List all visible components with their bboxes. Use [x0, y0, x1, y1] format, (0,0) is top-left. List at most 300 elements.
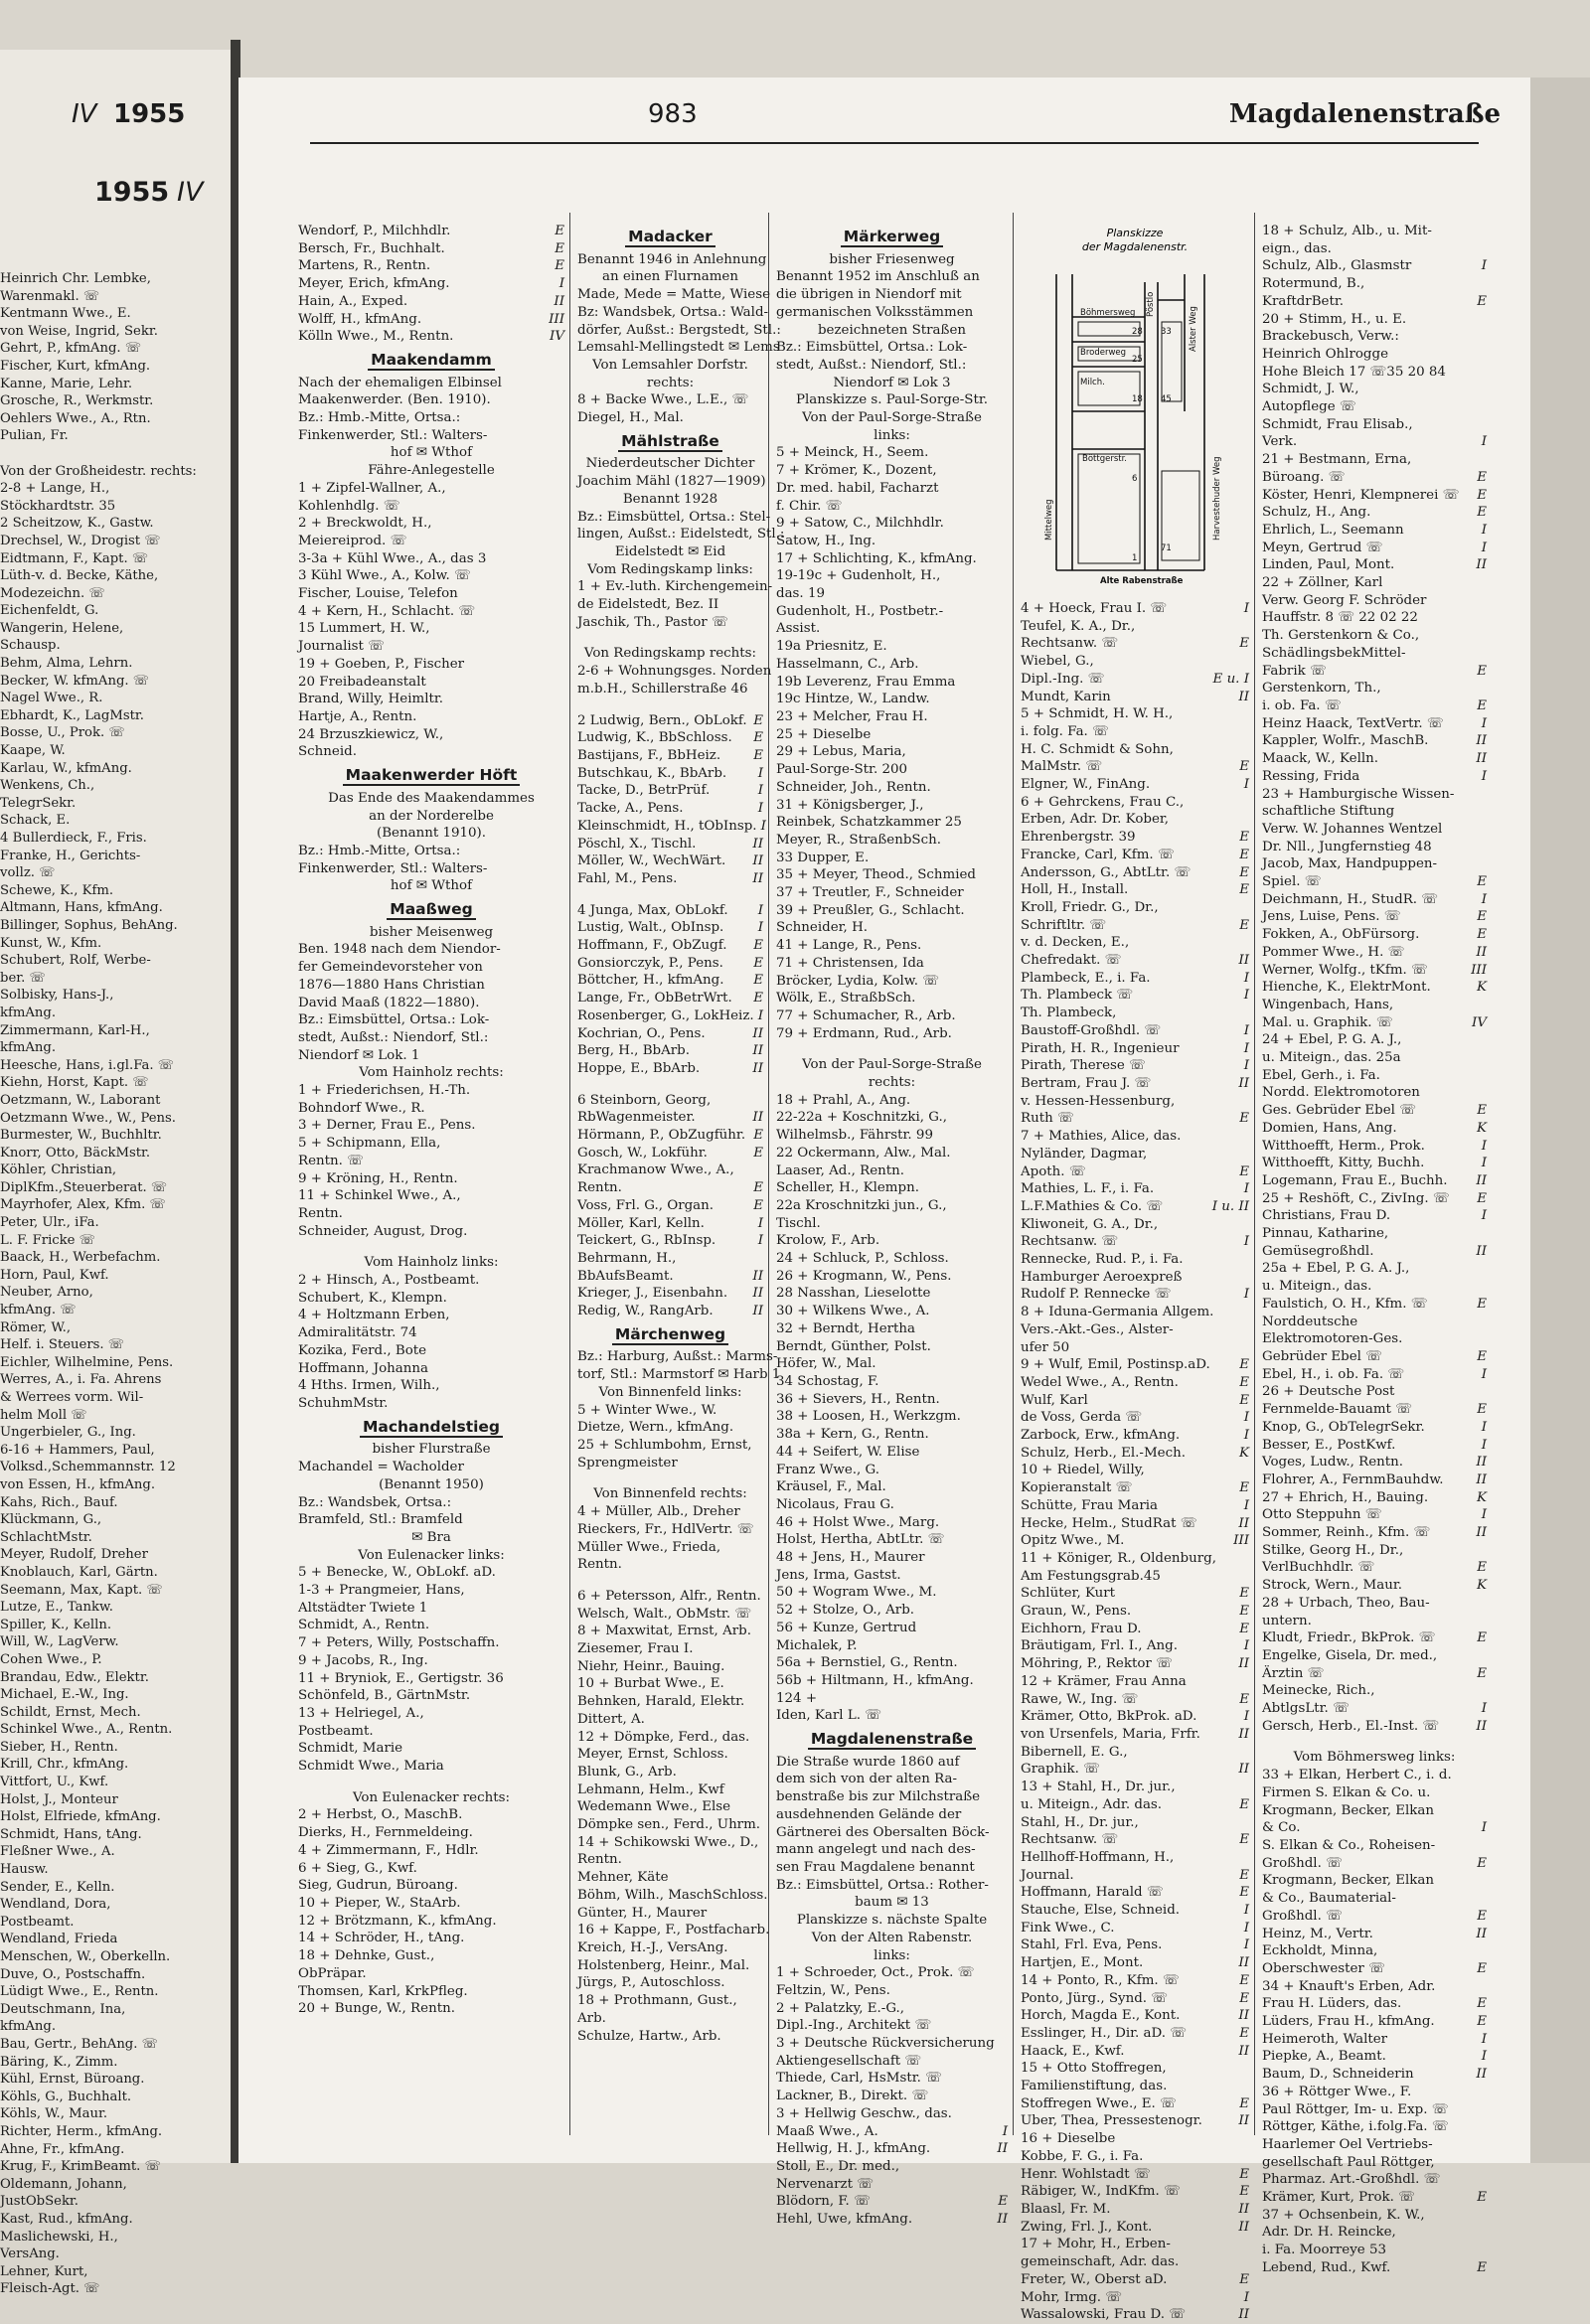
- entry-text: MalMstr. ☏: [1021, 759, 1103, 775]
- directory-entry: [1262, 1330, 1487, 1348]
- left-page-line: Lutze, E., Tankw.: [0, 1600, 113, 1616]
- entry-text: gesellschaft Paul Röttger,: [1262, 2154, 1435, 2170]
- entry-text: 22 Ockermann, Alw., Mal.: [776, 1145, 951, 1161]
- entry-text: Meyer, Erich, kfmAng.: [298, 276, 450, 292]
- directory-entry: [1262, 1613, 1487, 1630]
- entry-text: 37 + Ochsenbein, K. W.,: [1262, 2207, 1425, 2223]
- floor-marker: E: [1477, 487, 1487, 503]
- entry-text: Gonsiorczyk, P., Pens.: [577, 955, 723, 971]
- entry-text: 15 + Otto Stoffregen,: [1021, 2061, 1167, 2077]
- entry-text: Linden, Paul, Mont.: [1262, 557, 1395, 573]
- entry-text: Dipl.-Ing., Architekt ☏: [776, 2018, 932, 2034]
- entry-text: Mal. u. Graphik. ☏: [1262, 1014, 1393, 1030]
- left-page-line: Kunst, W., Kfm.: [0, 935, 102, 951]
- entry-text: Dittert, A.: [577, 1711, 645, 1727]
- directory-entry: [298, 1824, 564, 1842]
- directory-entry: [577, 1556, 763, 1574]
- svg-text:25: 25: [1132, 355, 1143, 365]
- directory-entry: [298, 1895, 564, 1913]
- entry-text: 41 + Lange, R., Pens.: [776, 938, 922, 954]
- directory-entry: [298, 1652, 564, 1670]
- left-page-line: L. F. Fricke ☏: [0, 1232, 96, 1248]
- section-note: bisher Flurstraße: [372, 1442, 491, 1458]
- entry-text: Tacke, A., Pens.: [577, 801, 684, 817]
- section-spacer: [776, 1042, 1008, 1056]
- directory-entry: [577, 509, 771, 527]
- floor-marker: II: [1238, 2113, 1249, 2129]
- left-page-line: helm Moll ☏: [0, 1407, 87, 1423]
- entry-text: Bramfeld, Stl.: Bramfeld: [298, 1512, 463, 1528]
- floor-marker: I: [1481, 2049, 1487, 2065]
- entry-text: Dietze, Wern., kfmAng.: [577, 1420, 734, 1436]
- directory-entry: [577, 852, 763, 870]
- directory-entry: [577, 937, 763, 955]
- floor-marker: II: [1476, 557, 1487, 573]
- entry-text: 1 + Ev.-luth. Kirchengemein-: [577, 579, 773, 595]
- entry-text: Vers.-Akt.-Ges., Alster-: [1021, 1321, 1174, 1337]
- entry-text: 18 + Schulz, Alb., u. Mit-: [1262, 224, 1432, 238]
- floor-marker: K: [1476, 980, 1487, 996]
- entry-text: Lüders, Frau H., kfmAng.: [1262, 2014, 1435, 2030]
- entry-text: Behrmann, H.,: [577, 1250, 677, 1266]
- directory-entry: [298, 1170, 564, 1188]
- directory-entry: [1262, 645, 1487, 663]
- directory-entry: [776, 1179, 1008, 1197]
- entry-text: Erben, Adr. Dr. Kober,: [1021, 812, 1170, 828]
- entry-text: Bertram, Frau J. ☏: [1021, 1075, 1152, 1091]
- directory-entry: [298, 603, 564, 621]
- left-page-line: Mayrhofer, Alex, Kfm. ☏: [0, 1197, 166, 1213]
- left-page-line: Grosche, R., Werkmstr.: [0, 393, 154, 409]
- directory-entry: [1262, 1647, 1487, 1665]
- left-page-line: Pulian, Fr.: [0, 428, 69, 444]
- directory-entry: [1021, 1761, 1249, 1779]
- section-spacer: [577, 1472, 763, 1485]
- left-page-line: Cohen Wwe., P.: [0, 1651, 102, 1667]
- floor-marker: I: [757, 1233, 763, 1249]
- directory-entry: [776, 286, 1008, 304]
- floor-marker: II: [1238, 2008, 1249, 2024]
- directory-entry: [298, 328, 564, 346]
- svg-text:33: 33: [1161, 327, 1172, 337]
- directory-entry: [298, 585, 564, 603]
- directory-entry: [1262, 1296, 1487, 1314]
- entry-text: gemeinschaft, Adr. das.: [1021, 2254, 1180, 2270]
- entry-text: mann angelegt und nach des-: [776, 1842, 976, 1858]
- section-spacer: [577, 698, 763, 712]
- entry-text: Andersson, G., AbtLtr. ☏: [1021, 864, 1192, 880]
- directory-entry: [1021, 1954, 1249, 1972]
- directory-entry: [776, 1690, 1008, 1708]
- street-heading-text: Maaßweg: [387, 900, 475, 920]
- directory-entry: [1262, 2259, 1487, 2277]
- directory-entry: [577, 1675, 763, 1693]
- directory-entry: [1262, 2242, 1487, 2259]
- floor-marker: E: [1477, 1190, 1487, 1206]
- section-note: Fähre-Anlegestelle: [368, 463, 495, 479]
- street-heading-text: Märchenweg: [612, 1325, 728, 1345]
- directory-entry: [577, 1711, 763, 1729]
- entry-text: 24 Brzuszkiewicz, W.,: [298, 726, 444, 742]
- entry-text: 22-22a + Koschnitzki, G.,: [776, 1110, 948, 1126]
- entry-text: 6 + Petersson, Alfr., Rentn.: [577, 1588, 761, 1604]
- entry-text: germanischen Volksstämmen: [776, 304, 974, 320]
- floor-marker: E: [753, 1197, 763, 1213]
- entry-text: Tischl.: [776, 1215, 821, 1231]
- directory-entry: [776, 814, 1008, 832]
- directory-entry: [298, 1290, 564, 1308]
- svg-text:Harvestehuder Weg: Harvestehuder Weg: [1212, 456, 1222, 541]
- directory-entry: [577, 1179, 763, 1197]
- directory-entry: [1021, 2060, 1249, 2078]
- svg-text:6: 6: [1132, 474, 1138, 484]
- entry-text: Otto Steppuhn ☏: [1262, 1507, 1382, 1523]
- floor-marker: E: [998, 2194, 1008, 2210]
- entry-text: Wedel Wwe., A., Rentn.: [1021, 1374, 1179, 1390]
- entry-text: Th. Plambeck,: [1021, 1006, 1117, 1021]
- directory-entry: [1262, 1278, 1487, 1296]
- left-page-line: Wenkens, Ch.,: [0, 778, 95, 794]
- entry-text: Pöschl, X., Tischl.: [577, 836, 697, 852]
- directory-entry: [1262, 2189, 1487, 2207]
- entry-text: Bräutigam, Frl. I., Ang.: [1021, 1638, 1178, 1654]
- page-header: [70, 99, 1501, 139]
- directory-entry: [577, 1640, 763, 1658]
- left-page-number: 1955: [94, 177, 170, 208]
- directory-entry: [1021, 970, 1249, 988]
- directory-entry: [577, 712, 763, 730]
- directory-entry: [1021, 1110, 1249, 1128]
- directory-entry: [577, 391, 763, 409]
- left-page-line: Will, W., LagVerw.: [0, 1634, 119, 1650]
- directory-entry: [1021, 1427, 1249, 1445]
- entry-text: das. 19: [776, 586, 825, 602]
- directory-entry: [1262, 1978, 1487, 1996]
- section-note: Von Eulenacker links:: [358, 1547, 505, 1563]
- section-note: Vom Hainholz rechts:: [359, 1065, 504, 1081]
- left-page: [0, 50, 233, 2297]
- floor-marker: II: [554, 293, 564, 309]
- directory-entry: [577, 1939, 763, 1957]
- floor-marker: I: [757, 783, 763, 799]
- directory-entry: [577, 1145, 763, 1162]
- directory-entry: [298, 409, 564, 427]
- entry-text: Haarlemer Oel Vertriebs-: [1262, 2136, 1433, 2152]
- entry-text: Gärtnerei des Obersalten Böck-: [776, 1824, 990, 1840]
- entry-text: Verw. W. Johannes Wentzel: [1262, 821, 1443, 837]
- floor-marker: E: [753, 938, 763, 954]
- entry-text: Krämer, Kurt, Prok. ☏: [1262, 2190, 1415, 2206]
- entry-text: Gersch, Herb., El.-Inst. ☏: [1262, 1718, 1440, 1734]
- floor-marker: E: [1239, 2095, 1249, 2111]
- entry-text: Schmidt, Marie: [298, 1741, 403, 1757]
- entry-text: 16 + Dieselbe: [1021, 2131, 1116, 2147]
- entry-text: Adr. Dr. H. Reincke,: [1262, 2225, 1396, 2241]
- section-note: Benannt 1928: [622, 491, 718, 507]
- directory-entry: [776, 797, 1008, 815]
- left-page-line: 6-16 + Hammers, Paul,: [0, 1442, 155, 1458]
- floor-marker: I: [760, 818, 766, 834]
- entry-text: Blaasl, Fr. M.: [1021, 2201, 1111, 2217]
- entry-text: Kliwoneit, G. A., Dr.,: [1021, 1216, 1159, 1232]
- directory-entry: [298, 1913, 564, 1931]
- directory-entry: [1262, 1014, 1487, 1032]
- left-page-line: JustObSekr.: [0, 2194, 79, 2210]
- entry-text: 6 Steinborn, Georg,: [577, 1092, 712, 1108]
- entry-text: Ressing, Frida: [1262, 768, 1360, 784]
- directory-entry: [776, 462, 1008, 480]
- directory-entry: [577, 1025, 763, 1043]
- entry-text: 56a + Bernstiel, G., Rentn.: [776, 1655, 958, 1671]
- directory-entry: [1262, 1629, 1487, 1647]
- entry-text: KraftdrBetr.: [1262, 293, 1345, 309]
- directory-entry: [577, 972, 763, 990]
- floor-marker: E: [1239, 1374, 1249, 1390]
- section-note: Vom Redingskamp links:: [587, 561, 753, 577]
- directory-entry: [1262, 540, 1487, 557]
- directory-entry: [1021, 1163, 1249, 1181]
- floor-marker: II: [1476, 1472, 1487, 1487]
- entry-text: Hartjen, E., Mont.: [1021, 1955, 1144, 1971]
- directory-entry: [298, 1670, 564, 1688]
- directory-entry: [1021, 881, 1249, 899]
- entry-text: 2 + Herbst, O., MaschB.: [298, 1807, 463, 1823]
- floor-marker: E: [1239, 1357, 1249, 1373]
- entry-text: Hehl, Uwe, kfmAng.: [776, 2212, 913, 2228]
- entry-text: 2 + Hinsch, A., Postbeamt.: [298, 1273, 480, 1289]
- svg-text:Böttgerstr.: Böttgerstr.: [1082, 454, 1127, 464]
- directory-entry: [298, 1342, 564, 1360]
- entry-text: Wiebel, G.,: [1021, 654, 1094, 670]
- left-page-line: Franke, H., Gerichts-: [0, 848, 141, 863]
- directory-entry: [1262, 1926, 1487, 1943]
- left-page-line: Schausp.: [0, 638, 61, 654]
- directory-entry: [1262, 1190, 1487, 1208]
- entry-text: Pirath, H. R., Ingenieur: [1021, 1040, 1180, 1056]
- directory-entry: [1262, 1454, 1487, 1472]
- street-heading-text: Märkerweg: [841, 228, 944, 247]
- floor-marker: II: [752, 1043, 763, 1059]
- entry-text: & Co., Baumaterial-: [1262, 1891, 1396, 1907]
- entry-text: Plambeck, E., i. Fa.: [1021, 970, 1151, 986]
- entry-text: Freter, W., Oberst aD.: [1021, 2271, 1168, 2287]
- entry-text: Esslinger, H., Dir. aD. ☏: [1021, 2025, 1188, 2041]
- entry-text: Gudenholt, H., Postbetr.-: [776, 603, 944, 619]
- entry-text: 79 + Erdmann, Rud., Arb.: [776, 1025, 952, 1041]
- left-page-line: Holst, J., Monteur: [0, 1791, 118, 1807]
- directory-column-2: [577, 223, 785, 2045]
- entry-text: 18 + Prahl, A., Ang.: [776, 1092, 911, 1108]
- directory-entry: [1021, 1479, 1249, 1497]
- directory-entry: [298, 941, 564, 959]
- directory-entry: [1262, 627, 1487, 645]
- directory-entry: [577, 1922, 770, 1939]
- directory-entry: [1021, 1057, 1249, 1075]
- directory-entry: [776, 2193, 1008, 2211]
- entry-text: Meyer, R., StraßenbSch.: [776, 832, 941, 848]
- entry-text: dörfer, Außst.: Bergstedt, Stl.:: [577, 322, 781, 338]
- left-page-line: Neuber, Arno,: [0, 1285, 93, 1301]
- left-page-line: Kanne, Marie, Lehr.: [0, 376, 133, 391]
- section-note: Von Redingskamp rechts:: [583, 646, 757, 662]
- entry-text: Höfer, W., Mal.: [776, 1356, 876, 1372]
- directory-entry: [1021, 1075, 1249, 1093]
- entry-text: benstraße bis zur Milchstraße: [776, 1789, 981, 1805]
- directory-entry: [776, 1285, 1008, 1303]
- floor-marker: II: [1476, 944, 1487, 960]
- entry-text: Schulz, Alb., Glasmstr: [1262, 258, 1412, 274]
- directory-entry: [776, 1092, 1008, 1110]
- left-page-line: Oldemann, Johann,: [0, 2176, 127, 2192]
- directory-entry: [577, 1869, 763, 1887]
- directory-entry: [577, 1127, 763, 1145]
- floor-marker: K: [1476, 1489, 1487, 1505]
- section-spacer: [577, 1078, 763, 1092]
- entry-text: Nicolaus, Frau G.: [776, 1496, 894, 1512]
- entry-text: 14 + Schröder, H., tAng.: [298, 1931, 465, 1946]
- floor-marker: E: [1239, 847, 1249, 862]
- directory-entry: [1262, 275, 1487, 293]
- entry-text: 26 + Deutsche Post: [1262, 1384, 1395, 1400]
- svg-text:Milch.: Milch.: [1080, 378, 1105, 387]
- directory-entry: [776, 691, 1008, 708]
- column-divider: [1013, 213, 1014, 2135]
- directory-entry: [1262, 663, 1487, 681]
- left-page-line: Eidtmann, F., Kapt. ☏: [0, 550, 149, 566]
- directory-entry: [1262, 1437, 1487, 1455]
- left-page-line: Spiller, K., Kelln.: [0, 1617, 112, 1632]
- directory-entry: [1021, 794, 1249, 812]
- directory-entry: [1262, 2031, 1487, 2049]
- entry-text: die übrigen in Niendorf mit: [776, 287, 962, 303]
- entry-text: Gosch, W., Lokführ.: [577, 1145, 708, 1161]
- entry-text: Assist.: [776, 621, 821, 637]
- entry-text: Mundt, Karin: [1021, 689, 1111, 704]
- entry-text: Blunk, G., Arb.: [577, 1764, 677, 1780]
- entry-text: Röttger, Käthe, i.folg.Fa. ☏: [1262, 2119, 1449, 2135]
- entry-text: Nervenarzt ☏: [776, 2176, 874, 2192]
- entry-text: Meyer, Ernst, Schloss.: [577, 1747, 728, 1763]
- entry-text: Bz.: Hmb.-Mitte, Ortsa.:: [298, 843, 461, 858]
- map-caption-2: der Magdalenenstr.: [1081, 240, 1189, 253]
- directory-entry: [1262, 433, 1487, 451]
- section-note: Von Lemsahler Dorfstr.: [592, 357, 748, 373]
- entry-text: Heinrich Ohlrogge: [1262, 346, 1388, 362]
- left-page-line: Schack, E.: [0, 813, 71, 829]
- entry-text: Flohrer, A., FernmBauhdw.: [1262, 1472, 1444, 1487]
- entry-text: Eichhorn, Frau D.: [1021, 1621, 1142, 1636]
- entry-text: Iden, Karl L. ☏: [776, 1708, 882, 1724]
- directory-entry: [577, 729, 763, 747]
- entry-text: 124 +: [776, 1690, 818, 1706]
- entry-text: Die Straße wurde 1860 auf: [776, 1754, 960, 1770]
- directory-entry: [1021, 1637, 1249, 1655]
- left-page-line: [0, 445, 225, 463]
- directory-entry: [776, 1007, 1008, 1025]
- entry-text: Autopflege ☏: [1262, 399, 1356, 415]
- entry-text: Altstädter Twiete 1: [298, 1600, 428, 1616]
- svg-text:18: 18: [1132, 394, 1143, 404]
- directory-entry: [1262, 1819, 1487, 1837]
- left-page-line: Duve, O., Postschaffn.: [0, 1966, 146, 1982]
- directory-entry: [298, 293, 564, 311]
- floor-marker: E: [1477, 1349, 1487, 1364]
- entry-text: Haack, E., Kwf.: [1021, 2043, 1125, 2059]
- entry-text: stedt, Außst.: Niendorf, Stl.:: [298, 1029, 489, 1045]
- directory-entry: [577, 1992, 763, 2010]
- directory-entry: [1262, 2048, 1487, 2066]
- directory-entry: [776, 2211, 1008, 2229]
- directory-entry: [776, 1707, 1008, 1725]
- left-page-line: Nagel Wwe., R.: [0, 691, 103, 706]
- street-heading-text: Magdalenenstraße: [808, 1730, 976, 1750]
- entry-text: Rentn.: [577, 1180, 622, 1196]
- svg-text:Alster Weg: Alster Weg: [1189, 306, 1198, 352]
- section-note: rechts:: [646, 375, 695, 390]
- left-page-line: Fischer, Kurt, kfmAng.: [0, 358, 151, 374]
- directory-entry: [577, 251, 767, 269]
- entry-text: 3 + Deutsche Rückversicherung: [776, 2036, 995, 2052]
- entry-text: Schmidt, J. W.,: [1262, 382, 1359, 397]
- left-page-line: Modezeichn. ☏: [0, 585, 105, 601]
- entry-text: Knop, G., ObTelegrSekr.: [1262, 1419, 1425, 1435]
- entry-text: Thiede, Carl, HsMstr. ☏: [776, 2071, 942, 2087]
- directory-entry: [1021, 1180, 1249, 1198]
- left-page-line: Richter, Herm., kfmAng.: [0, 2123, 163, 2139]
- entry-text: 19-19c + Gudenholt, H.,: [776, 568, 941, 584]
- entry-text: Bz.: Eimsbüttel, Ortsa.: Stel-: [577, 509, 771, 525]
- left-page-line: von Weise, Ingrid, Sekr.: [0, 323, 158, 339]
- directory-entry: [1262, 2084, 1487, 2101]
- directory-entry: [1262, 1542, 1487, 1560]
- entry-text: 1 + Zipfel-Wallner, A.,: [298, 480, 446, 496]
- entry-text: 20 Freibadeanstalt: [298, 674, 426, 690]
- directory-entry: [776, 1232, 1008, 1250]
- directory-entry: [1262, 962, 1487, 980]
- left-page-line: Peter, Ulr., iFa.: [0, 1215, 99, 1231]
- entry-text: Böhm, Wilh., MaschSchloss.: [577, 1887, 768, 1903]
- directory-entry: [1262, 944, 1487, 962]
- directory-entry: [298, 1965, 564, 1983]
- floor-marker: II: [1476, 1243, 1487, 1259]
- floor-marker: I: [1481, 1437, 1487, 1453]
- directory-entry: [298, 1029, 564, 1047]
- directory-entry: [577, 1606, 763, 1624]
- floor-marker: I: [1243, 970, 1249, 986]
- directory-entry: [1021, 1691, 1249, 1709]
- entry-text: Verw. Georg F. Schröder: [1262, 592, 1427, 608]
- entry-text: Ehrlich, L., Seemann: [1262, 522, 1404, 538]
- entry-text: RbWagenmeister.: [577, 1110, 696, 1126]
- entry-text: Rudolf P. Rennecke ☏: [1021, 1287, 1172, 1303]
- directory-entry: [1262, 609, 1487, 627]
- directory-entry: [1021, 1392, 1249, 1410]
- directory-entry: [1262, 891, 1487, 909]
- directory-entry: [577, 1197, 763, 1215]
- directory-entry: [1021, 1497, 1249, 1515]
- floor-marker: E: [1477, 1960, 1487, 1976]
- directory-entry: [298, 375, 564, 392]
- floor-marker: K: [1476, 1578, 1487, 1594]
- entry-text: Bz: Wandsbek, Ortsa.: Wald-: [577, 304, 769, 320]
- entry-text: Voges, Ludw., Rentn.: [1262, 1455, 1404, 1471]
- directory-entry: [776, 708, 1008, 726]
- entry-text: v. d. Decken, E.,: [1021, 935, 1130, 951]
- directory-entry: [1021, 1867, 1249, 1885]
- entry-text: AbtlgsLtr. ☏: [1262, 1701, 1350, 1717]
- entry-text: Rechtsanw. ☏: [1021, 636, 1119, 652]
- directory-entry: [298, 1494, 564, 1512]
